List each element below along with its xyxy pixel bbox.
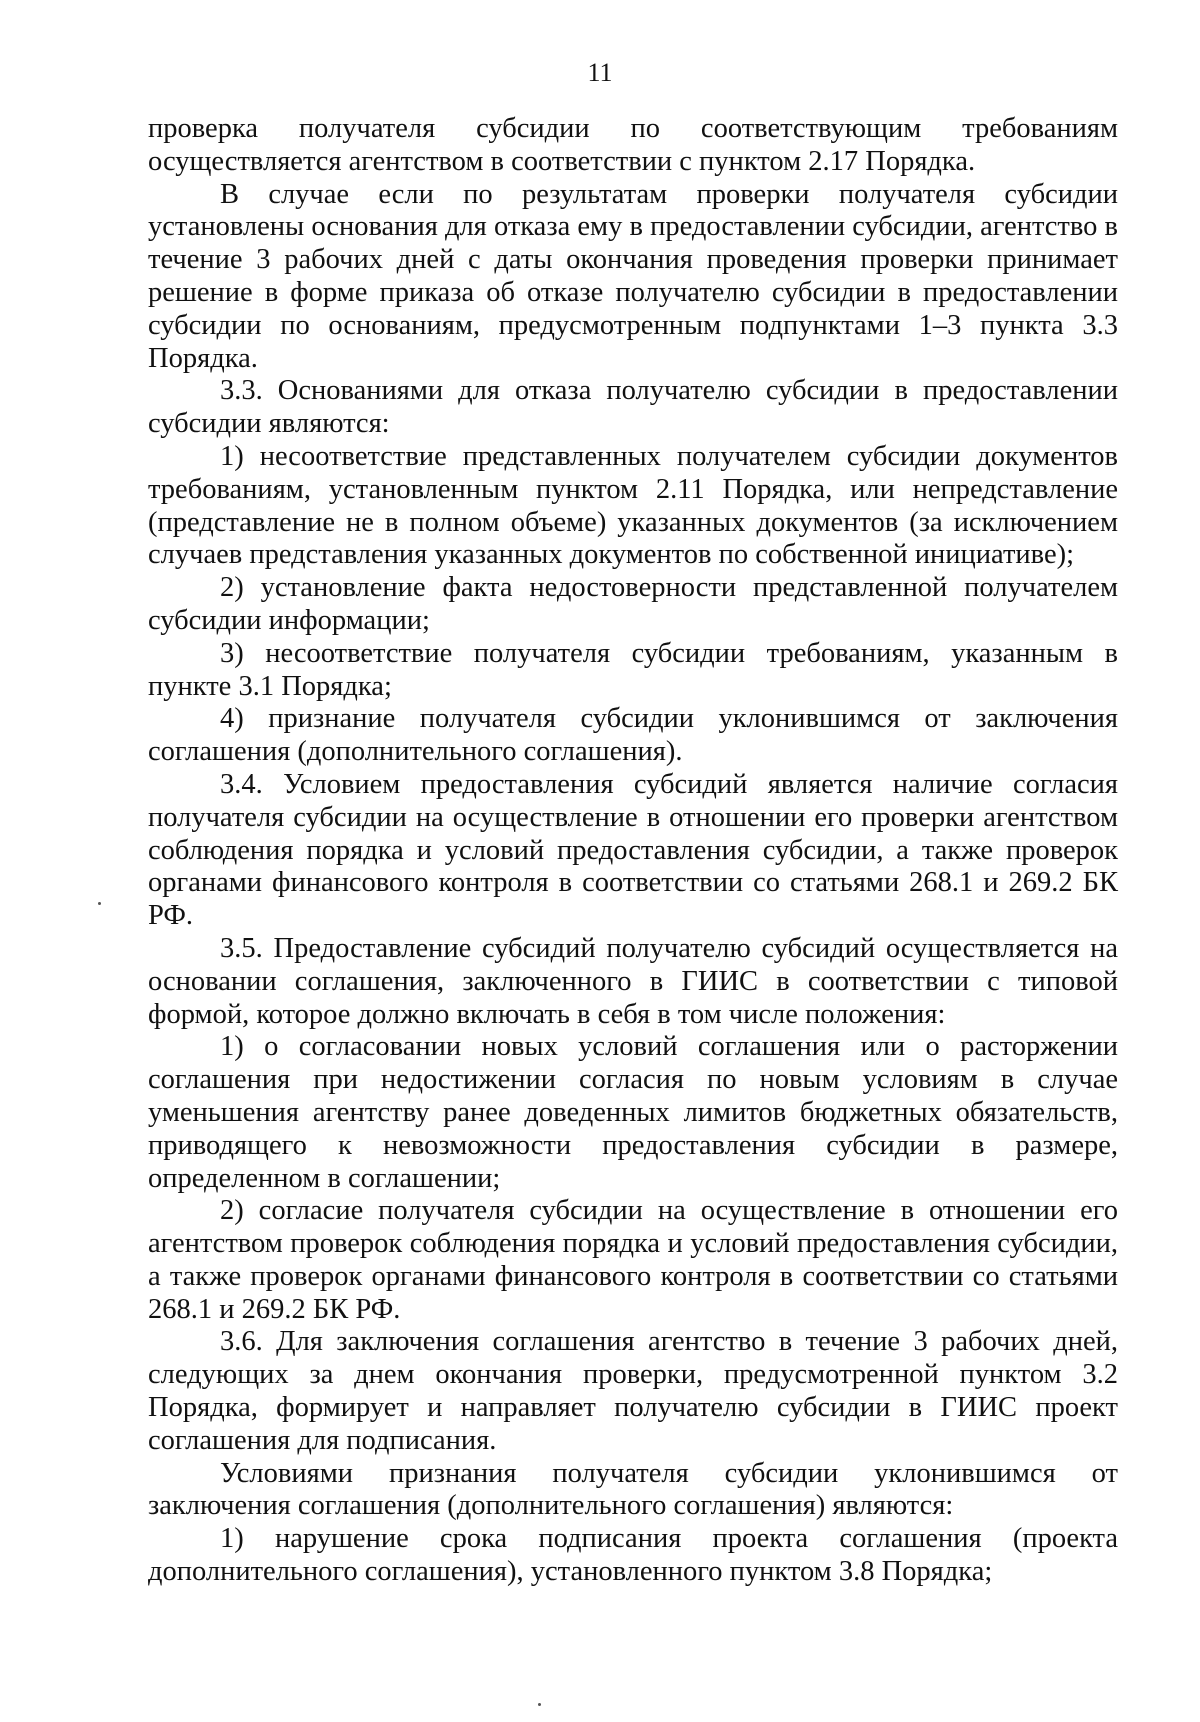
paragraph: 2) согласие получателя субсидии на осуществление в отношении его агентством проверок соблюдения порядка и условий предоставления субсидии, а также проверок органами финансового контроля в соответствии со статьями 268.1 и 269.2 БК РФ.: [148, 1195, 1118, 1325]
scan-speck: [98, 902, 101, 905]
paragraph: 3) несоответствие получателя субсидии требованиям, указанным в пункте 3.1 Порядка;: [148, 637, 1118, 702]
paragraph: 1) о согласовании новых условий соглашения или о расторжении соглашения при недостижении согласия по новым условиям в случае уменьшения агентству ранее доведенных лимитов бюджетных обязательств, приводящего к невозможности предоставления субсидии в размере, определенном в соглашении;: [148, 1031, 1118, 1194]
page-number: 11: [587, 58, 613, 87]
paragraph: Условиями признания получателя субсидии уклонившимся от заключения соглашения (дополнительного соглашения) являются:: [148, 1457, 1118, 1522]
paragraph: 4) признание получателя субсидии уклонившимся от заключения соглашения (дополнительного соглашения).: [148, 703, 1118, 768]
document-body: [148, 113, 1118, 1589]
paragraph: 1) несоответствие представленных получателем субсидии документов требованиям, установленным пунктом 2.11 Порядка, или непредставление (представление не в полном объеме) указанных документов (за исключением случаев представления указанных документов по собственной инициативе);: [148, 440, 1118, 571]
paragraph: В случае если по результатам проверки получателя субсидии установлены основания для отказа ему в предоставлении субсидии, агентство в течение 3 рабочих дней с даты окончания проведения проверки принимает решение в форме приказа об отказе получателю субсидии в предоставлении субсидии по основаниям, предусмотренным подпунктами 1–3 пункта 3.3 Порядка.: [148, 178, 1118, 374]
scan-speck: [538, 1703, 541, 1706]
paragraph: 3.5. Предоставление субсидий получателю субсидий осуществляется на основании соглашения, заключенного в ГИИС в соответствии с типовой формой, которое должно включать в себя в том числе положения:: [148, 932, 1118, 1030]
paragraph: проверка получателя субсидии по соответствующим требованиям осуществляется агентством в соответствии с пунктом 2.17 Порядка.: [148, 113, 1118, 177]
paragraph: 3.4. Условием предоставления субсидий является наличие согласия получателя субсидии на осуществление в отношении его проверки агентством соблюдения порядка и условий предоставления субсидии, а также проверок органами финансового контроля в соответствии со статьями 268.1 и 269.2 БК РФ.: [148, 768, 1118, 932]
paragraph: 1) нарушение срока подписания проекта соглашения (проекта дополнительного соглашения), установленного пунктом 3.8 Порядка;: [148, 1523, 1118, 1588]
paragraph: 3.3. Основаниями для отказа получателю субсидии в предоставлении субсидии являются:: [148, 375, 1118, 440]
paragraph: 3.6. Для заключения соглашения агентство в течение 3 рабочих дней, следующих за днем окончания проверки, предусмотренной пунктом 3.2 Порядка, формирует и направляет получателю субсидии в ГИИС проект соглашения для подписания.: [148, 1326, 1118, 1456]
paragraph: 2) установление факта недостоверности представленной получателем субсидии информации;: [148, 572, 1118, 636]
